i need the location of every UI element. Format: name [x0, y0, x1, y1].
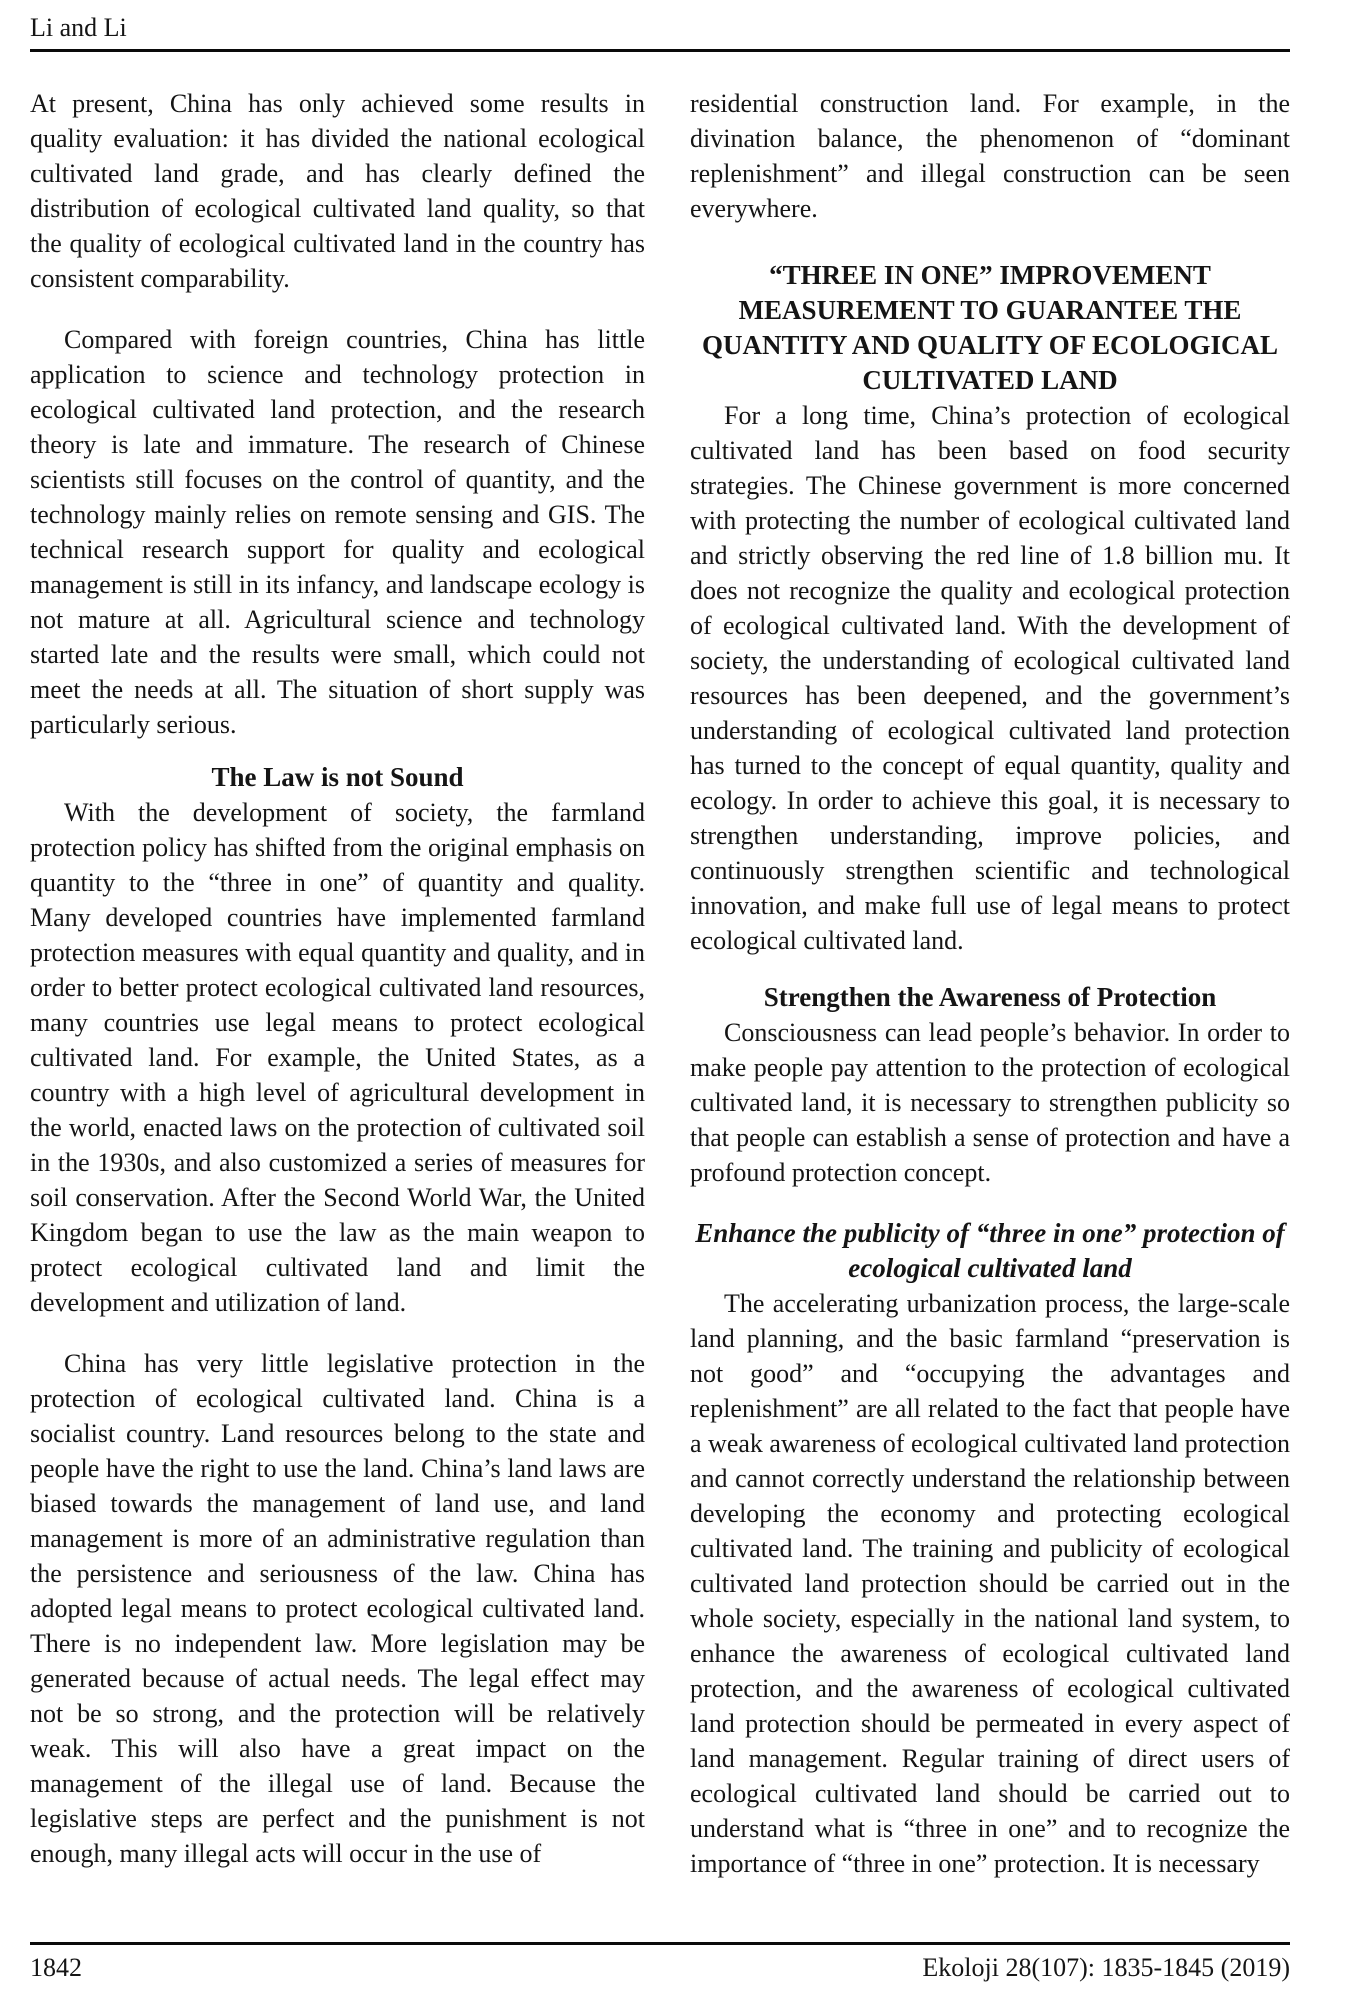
- two-column-body: [30, 86, 1290, 1931]
- left-column: [30, 86, 645, 1931]
- running-head: Li and Li: [30, 13, 127, 42]
- subsection-heading-enhance-publicity: Enhance the publicity of “three in one” protection of ecological cultivated land: [695, 1218, 1285, 1283]
- right-column: [690, 86, 1290, 1931]
- page-number: 1842: [30, 1953, 82, 1982]
- paragraph-china-legislation: China has very little legislative protection in the protection of ecological cultivated land. China is a socialist country. Land resources belong to the state and people have the right to use the land. China’s land laws are biased towards the management of land use, and land management is more of an administrative regulation than the persistence and seriousness of the law. China has adopted legal means to protect ecological cultivated land. There is no independent law. More legislation may be generated because of actual needs. The legal effect may not be so strong, and the protection will be relatively weak. This will also have a great impact on the management of the illegal use of land. Because the legislative steps are perfect and the punishment is not enough, many illegal acts will occur in the use of: [30, 1349, 645, 1868]
- section-heading-law-not-sound: The Law is not Sound: [211, 762, 464, 792]
- paragraph-foreign-comparison: Compared with foreign countries, China has little application to science and technology protection in ecological cultivated land protection, and the research theory is late and immature. The research of Chinese scientists still focuses on the control of quantity, and the technology mainly relies on remote sensing and GIS. The technical research support for quality and ecological management is still in its infancy, and landscape ecology is not mature at all. Agricultural science and technology started late and the results were small, which could not meet the needs at all. The situation of short supply was particularly serious.: [30, 325, 645, 739]
- page-header: [30, 12, 1290, 52]
- section-heading-three-in-one: “THREE IN ONE” IMPROVEMENT MEASUREMENT TO GUARANTEE THE QUANTITY AND QUALITY OF ECOLOGICAL CULTIVATED LAND: [701, 260, 1279, 395]
- subsection-heading-awareness: Strengthen the Awareness of Protection: [763, 982, 1217, 1012]
- page-footer: [30, 1942, 1290, 1984]
- paragraph-food-security: For a long time, China’s protection of ecological cultivated land has been based on food security strategies. The Chinese government is more concerned with protecting the number of ecological cultivated land and strictly observing the red line of 1.8 billion mu. It does not recognize the quality and ecological protection of ecological cultivated land. With the development of society, the understanding of ecological cultivated land resources has been deepened, and the government’s understanding of ecological cultivated land protection has turned to the concept of equal quantity, quality and ecology. In order to achieve this goal, it is necessary to strengthen understanding, improve policies, and continuously strengthen scientific and technological innovation, and make full use of legal means to protect ecological cultivated land.: [690, 401, 1290, 955]
- journal-reference: Ekoloji 28(107): 1835-1845 (2019): [922, 1953, 1290, 1982]
- paragraph-consciousness: Consciousness can lead people’s behavior. In order to make people pay attention to the protection of ecological cultivated land, it is necessary to strengthen publicity so that people can establish a sense of protection and have a profound protection concept.: [690, 1018, 1290, 1187]
- paragraph-urbanization: The accelerating urbanization process, the large-scale land planning, and the basic farmland “preservation is not good” and “occupying the advantages and replenishment” are all related to the fact that people have a weak awareness of ecological cultivated land protection and cannot correctly understand the relationship between developing the economy and protecting ecological cultivated land. The training and publicity of ecological cultivated land protection should be carried out in the whole society, especially in the national land system, to enhance the awareness of ecological cultivated land protection, and the awareness of ecological cultivated land protection should be permeated in every aspect of land management. Regular training of direct users of ecological cultivated land should be carried out to understand what is “three in one” and to recognize the importance of “three in one” protection. It is necessary: [690, 1289, 1290, 1878]
- paragraph-farmland-policy: With the development of society, the farmland protection policy has shifted from the original emphasis on quantity to the “three in one” of quantity and quality. Many developed countries have implemented farmland protection measures with equal quantity and quality, and in order to better protect ecological cultivated land resources, many countries use legal means to protect ecological cultivated land. For example, the United States, as a country with a high level of agricultural development in the world, enacted laws on the protection of cultivated soil in the 1930s, and also customized a series of measures for soil conservation. After the Second World War, the United Kingdom began to use the law as the main weapon to protect ecological cultivated land and limit the development and utilization of land.: [30, 798, 645, 1317]
- paragraph-quality-evaluation: At present, China has only achieved some results in quality evaluation: it has divided the national ecological cultivated land grade, and has clearly defined the distribution of ecological cultivated land quality, so that the quality of ecological cultivated land in the country has consistent comparability.: [30, 89, 645, 293]
- paragraph-residential-construction: residential construction land. For example, in the divination balance, the phenomenon of “dominant replenishment” and illegal construction can be seen everywhere.: [690, 89, 1290, 223]
